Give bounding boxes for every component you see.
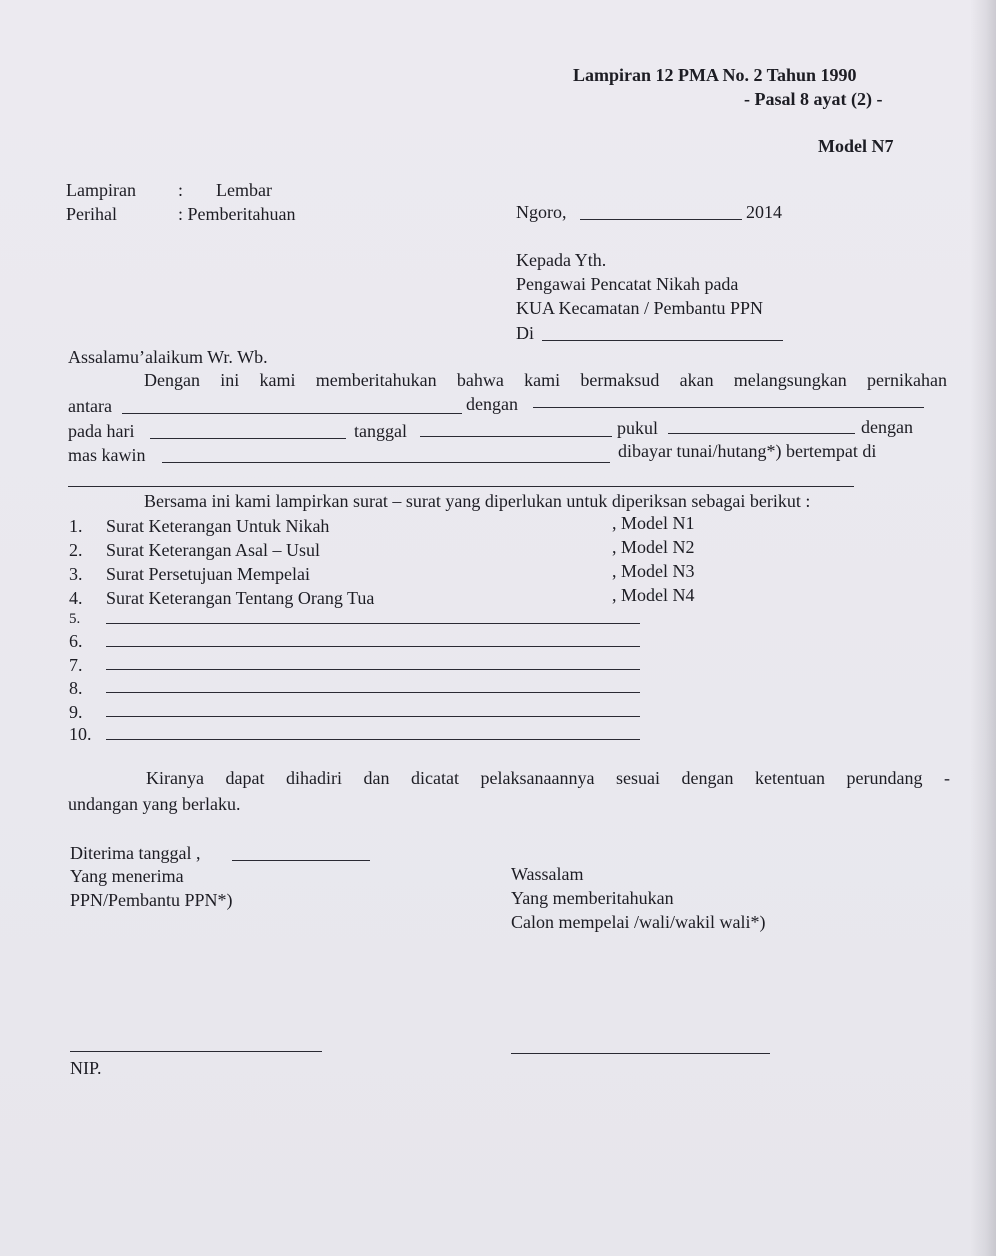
attachment-title: Surat Persetujuan Mempelai bbox=[106, 564, 310, 584]
dibayar-label: dibayar tunai/hutang*) bertempat di bbox=[618, 441, 877, 461]
blank-item-line[interactable] bbox=[106, 739, 640, 740]
recipient-line-2: Pengawai Pencatat Nikah pada bbox=[516, 274, 739, 294]
attachment-number: 1. bbox=[69, 516, 83, 536]
pukul-blank-line[interactable] bbox=[668, 433, 855, 434]
year-label: 2014 bbox=[746, 202, 782, 222]
yang-menerima-label: Yang menerima bbox=[70, 866, 184, 886]
blank-item-line[interactable] bbox=[106, 692, 640, 693]
closing-text-line-2: undangan yang berlaku. bbox=[68, 794, 241, 814]
attachment-model: , Model N4 bbox=[612, 585, 695, 605]
tanggal-label: tanggal bbox=[354, 421, 407, 441]
attachment-model: , Model N2 bbox=[612, 537, 695, 557]
date-blank-line[interactable] bbox=[580, 219, 742, 220]
blank-item-line[interactable] bbox=[106, 646, 640, 647]
attachment-title: Surat Keterangan Tentang Orang Tua bbox=[106, 588, 375, 608]
blank-item-number: 8. bbox=[69, 678, 83, 698]
blank-item-line[interactable] bbox=[106, 716, 640, 717]
lampiran-reference: Lampiran 12 PMA No. 2 Tahun 1990 bbox=[573, 65, 857, 85]
recipient-line-1: Kepada Yth. bbox=[516, 250, 607, 270]
diterima-blank-line[interactable] bbox=[232, 860, 370, 861]
attachment-number: 4. bbox=[69, 588, 83, 608]
attachments-intro: Bersama ini kami lampirkan surat – surat yang diperlukan untuk diperiksan sebagai berikut : bbox=[144, 491, 811, 511]
blank-item-number: 7. bbox=[69, 655, 83, 675]
attachment-title: Surat Keterangan Untuk Nikah bbox=[106, 516, 330, 536]
attachment-number: 3. bbox=[69, 564, 83, 584]
tanggal-blank-line[interactable] bbox=[420, 436, 612, 437]
lampiran-label: Lampiran bbox=[66, 180, 136, 200]
pada-hari-label: pada hari bbox=[68, 421, 135, 441]
recipient-line-4: Di bbox=[516, 323, 534, 343]
blank-item-number: 6. bbox=[69, 631, 83, 651]
left-signature-line[interactable] bbox=[70, 1051, 322, 1052]
closing-text-line-1: Kiranya dapat dihadiri dan dicatat pelaksanaannya sesuai dengan ketentuan perundang - bbox=[146, 768, 950, 788]
nip-label: NIP. bbox=[70, 1058, 102, 1078]
antara-blank-line[interactable] bbox=[122, 413, 462, 414]
recipient-line-3: KUA Kecamatan / Pembantu PPN bbox=[516, 298, 763, 318]
attachment-model: , Model N3 bbox=[612, 561, 695, 581]
dengan-blank-line[interactable] bbox=[533, 407, 924, 408]
blank-item-number: 9. bbox=[69, 702, 83, 722]
attachment-title: Surat Keterangan Asal – Usul bbox=[106, 540, 320, 560]
tempat-blank-line[interactable] bbox=[68, 486, 854, 487]
blank-item-number: 5. bbox=[69, 611, 81, 627]
page-fold-shadow bbox=[970, 0, 996, 1256]
model-label: Model N7 bbox=[818, 136, 894, 156]
attachment-number: 2. bbox=[69, 540, 83, 560]
perihal-label: Perihal bbox=[66, 204, 117, 224]
pukul-label: pukul bbox=[617, 418, 659, 438]
right-signature-line[interactable] bbox=[511, 1053, 770, 1054]
place-label: Ngoro, bbox=[516, 202, 567, 222]
blank-item-line[interactable] bbox=[106, 623, 640, 624]
hari-blank-line[interactable] bbox=[150, 438, 346, 439]
calon-mempelai-label: Calon mempelai /wali/wakil wali*) bbox=[511, 912, 766, 932]
diterima-label: Diterima tanggal , bbox=[70, 843, 201, 863]
mas-kawin-label: mas kawin bbox=[68, 445, 146, 465]
blank-item-line[interactable] bbox=[106, 669, 640, 670]
yang-memberitahukan-label: Yang memberitahukan bbox=[511, 888, 674, 908]
mas-kawin-blank-line[interactable] bbox=[162, 462, 610, 463]
greeting: Assalamu’alaikum Wr. Wb. bbox=[68, 347, 268, 367]
wassalam-label: Wassalam bbox=[511, 864, 584, 884]
lampiran-separator: : bbox=[178, 180, 184, 200]
dengan-label-2: dengan bbox=[861, 417, 913, 437]
perihal-value: : Pemberitahuan bbox=[178, 204, 296, 224]
antara-label: antara bbox=[68, 396, 112, 416]
pasal-reference: - Pasal 8 ayat (2) - bbox=[744, 89, 883, 109]
lampiran-value: Lembar bbox=[216, 180, 272, 200]
dengan-label: dengan bbox=[466, 394, 518, 414]
attachment-model: , Model N1 bbox=[612, 513, 695, 533]
intro-text: Dengan ini kami memberitahukan bahwa kami bermaksud akan melangsungkan pernikahan bbox=[144, 370, 947, 390]
recipient-di-blank-line[interactable] bbox=[542, 340, 783, 341]
ppn-label: PPN/Pembantu PPN*) bbox=[70, 890, 233, 910]
blank-item-number: 10. bbox=[69, 724, 92, 744]
